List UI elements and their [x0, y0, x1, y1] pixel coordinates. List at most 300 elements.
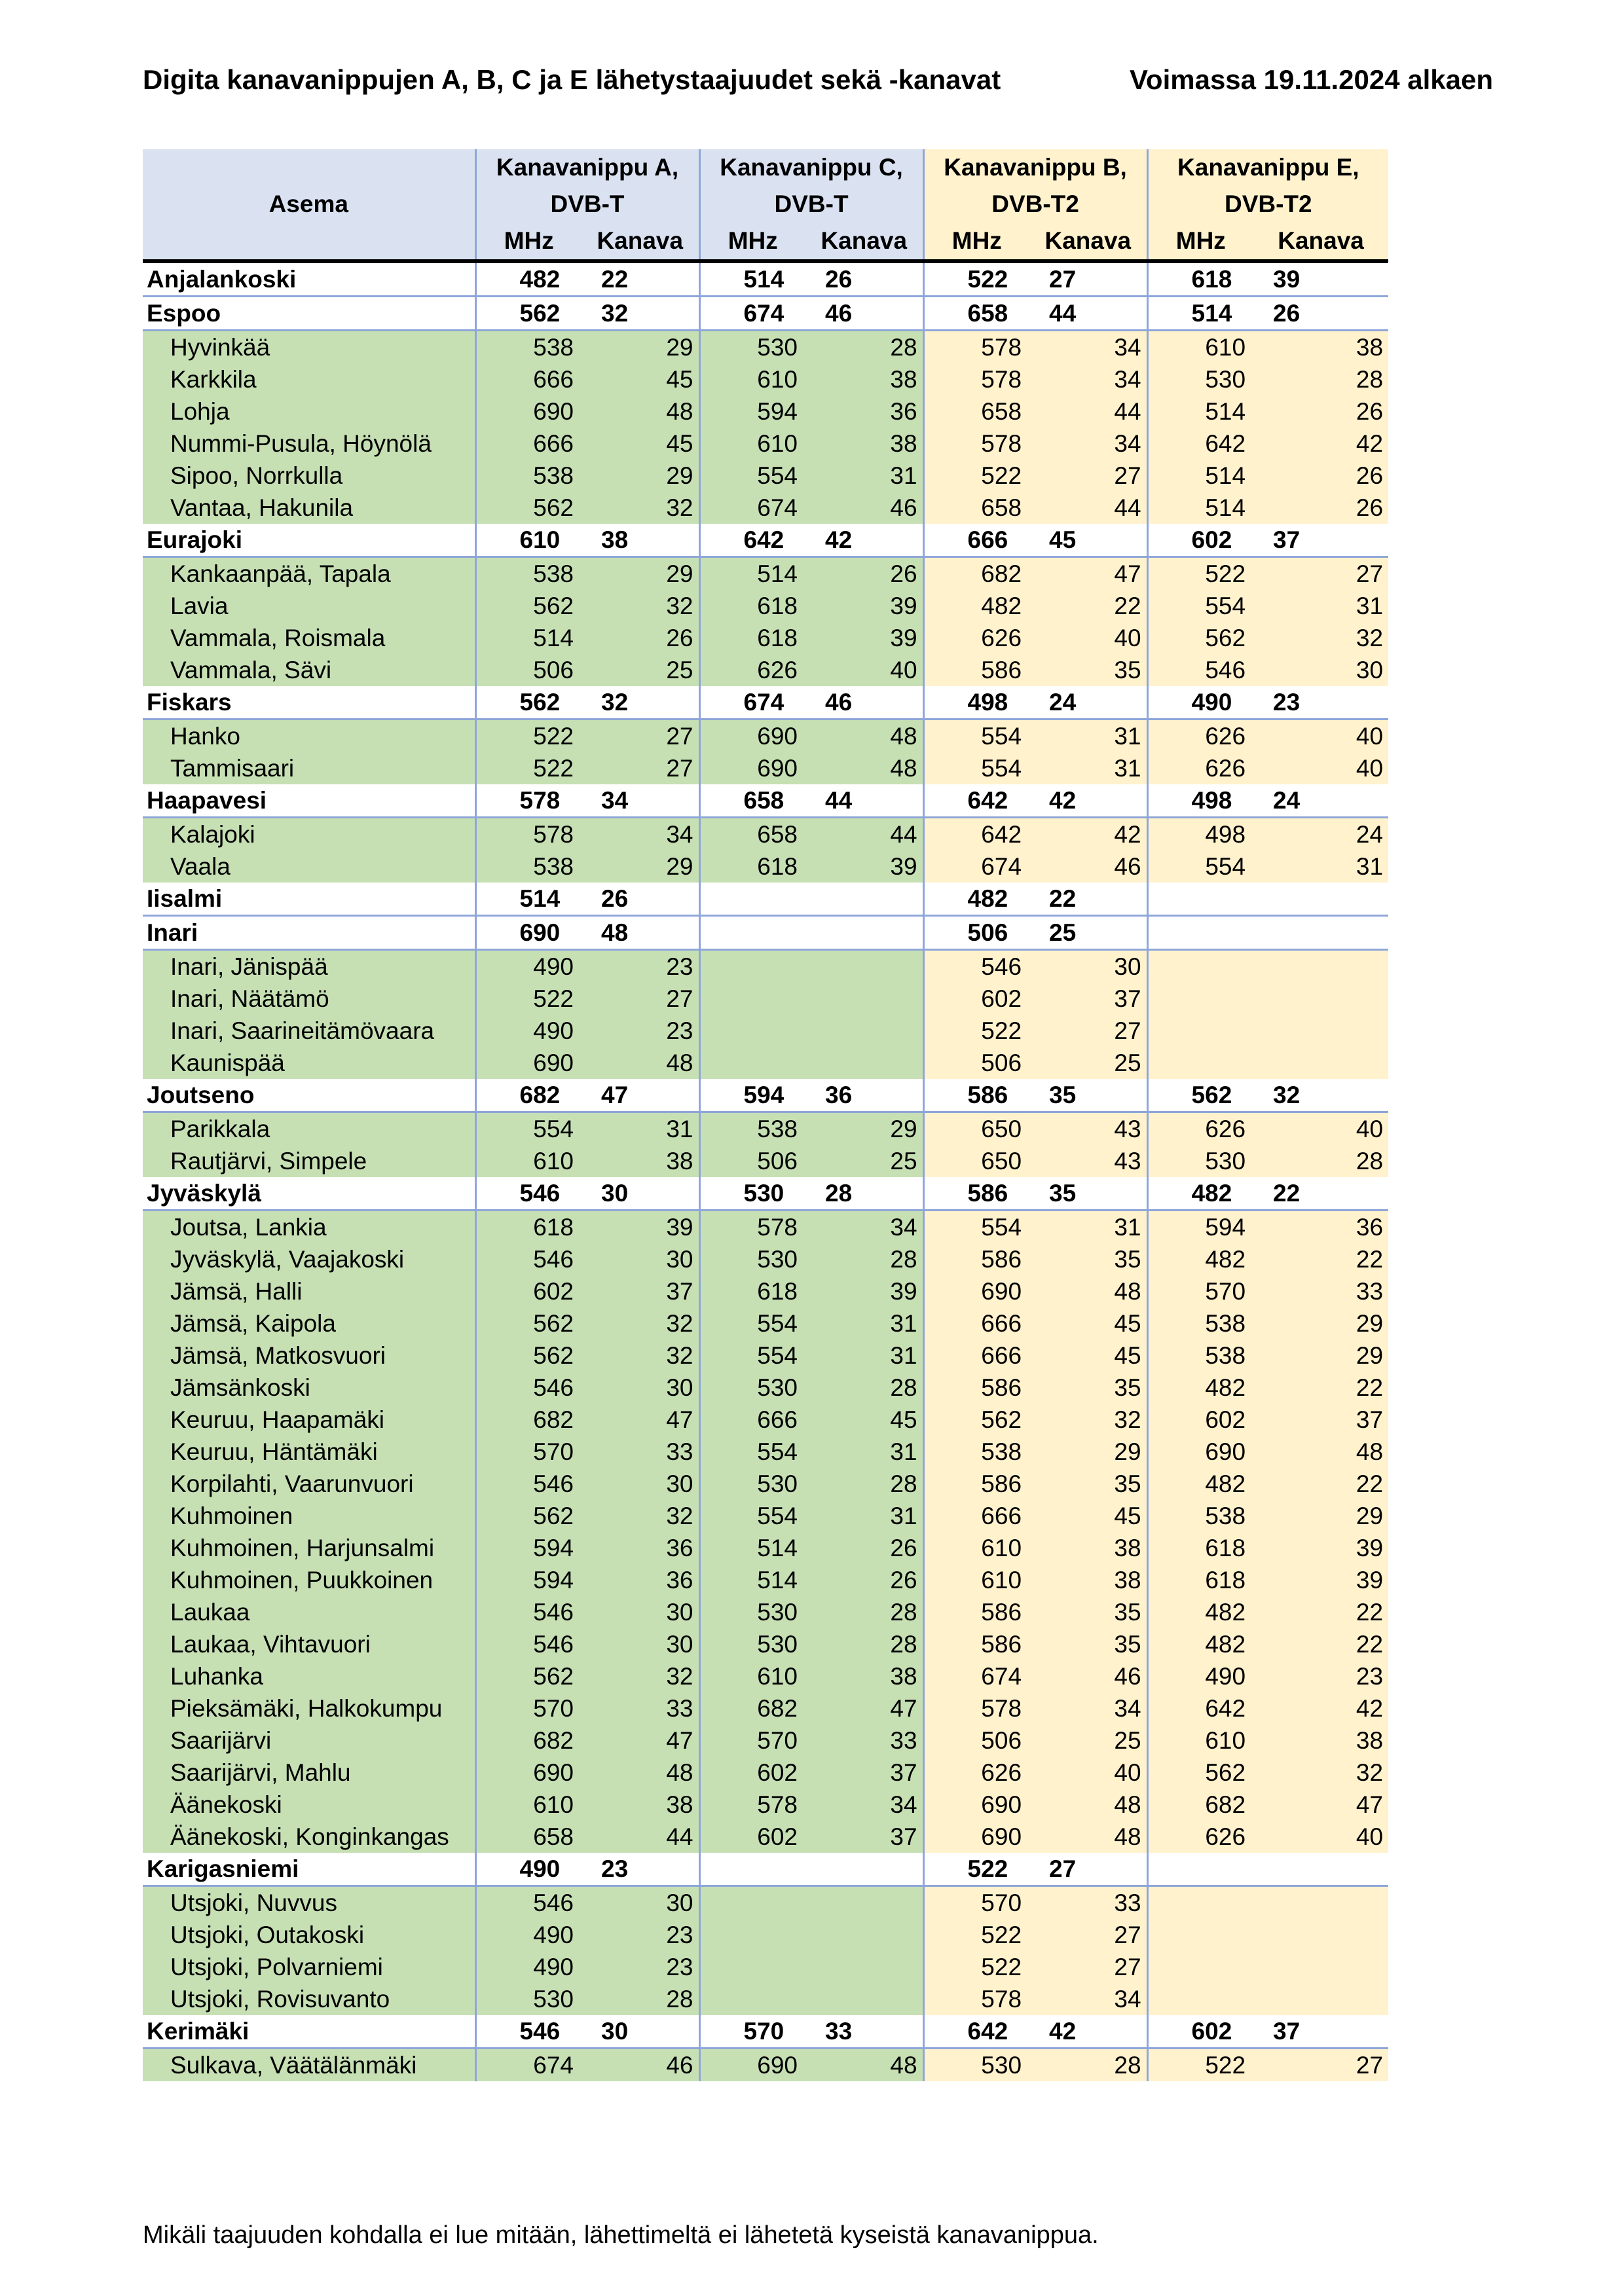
mhz-cell: 530: [699, 1372, 805, 1404]
mhz-cell: 570: [1147, 1275, 1253, 1307]
kanava-cell: 40: [1253, 1821, 1388, 1853]
mhz-cell: 618: [1147, 1564, 1253, 1596]
mhz-cell: 666: [475, 428, 581, 460]
group-b-standard: DVB-T2: [991, 191, 1079, 217]
mhz-cell: 482: [1147, 1596, 1253, 1628]
substation-row: [143, 1919, 1388, 1951]
mhz-cell: 546: [475, 2015, 581, 2049]
kanava-cell: [1253, 1853, 1388, 1886]
kanava-cell: 48: [1029, 1789, 1147, 1821]
kanava-cell: 30: [581, 1243, 699, 1275]
kanava-header: Kanava: [805, 223, 923, 261]
mhz-cell: 482: [923, 883, 1029, 916]
mhz-cell: 562: [1147, 1757, 1253, 1789]
mhz-cell: 522: [1147, 557, 1253, 591]
group-a-standard: DVB-T: [550, 191, 625, 217]
kanava-cell: 27: [1029, 1951, 1147, 1983]
mhz-cell: 674: [699, 686, 805, 720]
validity-date: Voimassa 19.11.2024 alkaen: [1130, 64, 1493, 95]
station-name: Laukaa, Vihtavuori: [143, 1628, 475, 1660]
kanava-cell: 34: [1029, 1692, 1147, 1724]
kanava-cell: 30: [581, 1468, 699, 1500]
station-name: Jämsänkoski: [143, 1372, 475, 1404]
kanava-cell: 24: [1029, 686, 1147, 720]
kanava-cell: 30: [581, 1177, 699, 1211]
kanava-cell: 27: [1253, 557, 1388, 591]
kanava-cell: 32: [581, 1307, 699, 1339]
mhz-cell: 490: [1147, 1660, 1253, 1692]
kanava-cell: 32: [581, 590, 699, 622]
station-name: Luhanka: [143, 1660, 475, 1692]
station-row: [143, 883, 1388, 916]
kanava-cell: 37: [581, 1275, 699, 1307]
station-name: Hyvinkää: [143, 331, 475, 364]
kanava-cell: 23: [581, 1919, 699, 1951]
kanava-cell: 39: [805, 622, 923, 654]
substation-row: [143, 557, 1388, 591]
kanava-cell: 22: [1029, 590, 1147, 622]
mhz-cell: 586: [923, 654, 1029, 686]
station-name: Vantaa, Hakunila: [143, 492, 475, 524]
mhz-cell: 514: [699, 1532, 805, 1564]
station-name: Saarijärvi: [143, 1724, 475, 1757]
kanava-cell: [1253, 1886, 1388, 1920]
substation-row: [143, 1500, 1388, 1532]
substation-row: [143, 1596, 1388, 1628]
mhz-cell: 490: [475, 1951, 581, 1983]
kanava-cell: 22: [1253, 1243, 1388, 1275]
mhz-cell: 514: [1147, 460, 1253, 492]
station-name: Parikkala: [143, 1112, 475, 1146]
kanava-cell: 30: [581, 2015, 699, 2049]
kanava-cell: 44: [1029, 395, 1147, 428]
mhz-cell: 546: [475, 1177, 581, 1211]
mhz-cell: 530: [699, 1177, 805, 1211]
group-c-standard: DVB-T: [774, 191, 849, 217]
station-name: Joutsa, Lankia: [143, 1211, 475, 1244]
substation-row: [143, 1886, 1388, 1920]
station-name: Iisalmi: [143, 883, 475, 916]
kanava-cell: 31: [1029, 720, 1147, 753]
mhz-cell: 522: [475, 720, 581, 753]
mhz-header: MHz: [1147, 223, 1253, 261]
kanava-cell: 40: [1029, 622, 1147, 654]
mhz-cell: 562: [475, 1500, 581, 1532]
mhz-cell: 618: [1147, 261, 1253, 297]
kanava-cell: [805, 1919, 923, 1951]
kanava-cell: 23: [581, 1853, 699, 1886]
kanava-cell: 23: [581, 1951, 699, 1983]
mhz-cell: 514: [699, 1564, 805, 1596]
mhz-cell: 490: [475, 1919, 581, 1951]
kanava-cell: 43: [1029, 1112, 1147, 1146]
kanava-cell: [1253, 950, 1388, 983]
substation-row: [143, 1047, 1388, 1079]
mhz-cell: 562: [475, 297, 581, 331]
kanava-cell: 38: [805, 363, 923, 395]
kanava-cell: 26: [1253, 460, 1388, 492]
substation-row: [143, 1112, 1388, 1146]
mhz-cell: 506: [923, 1724, 1029, 1757]
mhz-cell: 610: [699, 363, 805, 395]
kanava-cell: 27: [1029, 460, 1147, 492]
mhz-cell: 578: [699, 1789, 805, 1821]
mhz-cell: 578: [475, 784, 581, 818]
kanava-cell: 23: [1253, 1660, 1388, 1692]
kanava-cell: [1253, 916, 1388, 950]
substation-row: [143, 752, 1388, 784]
kanava-cell: 29: [805, 1112, 923, 1146]
mhz-cell: [1147, 983, 1253, 1015]
mhz-cell: 578: [699, 1211, 805, 1244]
kanava-cell: 29: [1253, 1339, 1388, 1372]
kanava-cell: 32: [1253, 1757, 1388, 1789]
mhz-cell: 522: [923, 1919, 1029, 1951]
kanava-cell: 48: [581, 916, 699, 950]
substation-row: [143, 363, 1388, 395]
mhz-cell: 570: [923, 1886, 1029, 1920]
kanava-cell: 32: [1253, 622, 1388, 654]
station-name: Korpilahti, Vaarunvuori: [143, 1468, 475, 1500]
mhz-cell: 642: [923, 2015, 1029, 2049]
kanava-cell: 26: [1253, 297, 1388, 331]
kanava-cell: 42: [1029, 818, 1147, 851]
kanava-cell: [805, 916, 923, 950]
kanava-cell: 34: [1029, 331, 1147, 364]
kanava-cell: 29: [581, 557, 699, 591]
station-name: Sipoo, Norrkulla: [143, 460, 475, 492]
station-name: Jämsä, Matkosvuori: [143, 1339, 475, 1372]
substation-row: [143, 331, 1388, 364]
mhz-cell: 610: [699, 428, 805, 460]
mhz-cell: 490: [475, 1015, 581, 1047]
kanava-cell: 26: [805, 261, 923, 297]
mhz-cell: 562: [1147, 622, 1253, 654]
kanava-cell: 24: [1253, 818, 1388, 851]
mhz-header: MHz: [699, 223, 805, 261]
mhz-cell: 522: [475, 752, 581, 784]
kanava-cell: [1253, 983, 1388, 1015]
group-a-header: [475, 149, 699, 223]
kanava-cell: 31: [805, 1339, 923, 1372]
document-title: Digita kanavanippujen A, B, C ja E lähetystaajuudet sekä -kanavat: [143, 64, 1001, 95]
kanava-header: Kanava: [581, 223, 699, 261]
mhz-cell: 690: [699, 752, 805, 784]
mhz-cell: 626: [923, 1757, 1029, 1789]
mhz-cell: 554: [699, 1339, 805, 1372]
mhz-cell: 530: [699, 1628, 805, 1660]
substation-row: [143, 1692, 1388, 1724]
kanava-cell: 40: [805, 654, 923, 686]
kanava-cell: 35: [1029, 654, 1147, 686]
substation-row: [143, 1436, 1388, 1468]
substation-row: [143, 1372, 1388, 1404]
mhz-cell: 578: [923, 1983, 1029, 2015]
mhz-cell: 538: [475, 460, 581, 492]
kanava-cell: [805, 1951, 923, 1983]
kanava-cell: 47: [1029, 557, 1147, 591]
substation-row: [143, 1724, 1388, 1757]
kanava-cell: 42: [805, 524, 923, 557]
substation-row: [143, 1211, 1388, 1244]
mhz-cell: 666: [923, 1500, 1029, 1532]
kanava-cell: 23: [1253, 686, 1388, 720]
kanava-cell: 39: [805, 590, 923, 622]
mhz-cell: 562: [923, 1404, 1029, 1436]
substation-row: [143, 1015, 1388, 1047]
kanava-cell: 32: [581, 492, 699, 524]
kanava-cell: 45: [581, 363, 699, 395]
kanava-cell: 38: [1253, 1724, 1388, 1757]
mhz-cell: 482: [1147, 1177, 1253, 1211]
mhz-header: MHz: [475, 223, 581, 261]
substation-row: [143, 1660, 1388, 1692]
kanava-cell: 23: [581, 1015, 699, 1047]
substation-row: [143, 460, 1388, 492]
mhz-cell: 514: [1147, 395, 1253, 428]
kanava-cell: [805, 1853, 923, 1886]
kanava-cell: 31: [805, 460, 923, 492]
kanava-cell: 44: [1029, 297, 1147, 331]
kanava-cell: 36: [805, 395, 923, 428]
kanava-cell: 28: [1253, 1145, 1388, 1177]
mhz-cell: 554: [923, 720, 1029, 753]
kanava-cell: [805, 983, 923, 1015]
kanava-header: Kanava: [1253, 223, 1388, 261]
mhz-cell: 658: [923, 492, 1029, 524]
kanava-cell: 22: [1253, 1596, 1388, 1628]
mhz-cell: 610: [475, 524, 581, 557]
substation-row: [143, 1757, 1388, 1789]
mhz-cell: 498: [1147, 818, 1253, 851]
mhz-cell: 690: [475, 395, 581, 428]
kanava-cell: 26: [581, 622, 699, 654]
kanava-cell: 30: [1029, 950, 1147, 983]
kanava-cell: 39: [1253, 1564, 1388, 1596]
kanava-cell: 47: [581, 1079, 699, 1112]
mhz-cell: 522: [923, 460, 1029, 492]
station-name: Lavia: [143, 590, 475, 622]
mhz-cell: 682: [475, 1724, 581, 1757]
mhz-cell: 602: [1147, 524, 1253, 557]
mhz-cell: 506: [923, 1047, 1029, 1079]
mhz-cell: 690: [923, 1275, 1029, 1307]
kanava-cell: 28: [1029, 2049, 1147, 2082]
mhz-cell: [1147, 1886, 1253, 1920]
mhz-cell: 610: [475, 1789, 581, 1821]
kanava-cell: 38: [805, 428, 923, 460]
mhz-cell: 602: [699, 1821, 805, 1853]
station-name: Kuhmoinen: [143, 1500, 475, 1532]
kanava-cell: 38: [581, 1145, 699, 1177]
kanava-cell: 31: [805, 1500, 923, 1532]
kanava-cell: 46: [1029, 1660, 1147, 1692]
mhz-cell: 642: [699, 524, 805, 557]
station-name: Kankaanpää, Tapala: [143, 557, 475, 591]
mhz-cell: 554: [699, 1436, 805, 1468]
mhz-cell: [699, 883, 805, 916]
mhz-cell: 482: [1147, 1372, 1253, 1404]
station-row: [143, 916, 1388, 950]
substation-row: [143, 950, 1388, 983]
kanava-cell: 28: [805, 1596, 923, 1628]
mhz-cell: 570: [699, 1724, 805, 1757]
mhz-cell: 618: [699, 590, 805, 622]
document-header: [143, 64, 1493, 105]
station-name: Inari, Jänispää: [143, 950, 475, 983]
mhz-cell: 586: [923, 1372, 1029, 1404]
station-name: Pieksämäki, Halkokumpu: [143, 1692, 475, 1724]
mhz-cell: 658: [699, 818, 805, 851]
station-name: Jyväskylä, Vaajakoski: [143, 1243, 475, 1275]
substation-row: [143, 720, 1388, 753]
mhz-cell: [699, 1047, 805, 1079]
kanava-cell: 27: [581, 720, 699, 753]
substation-row: [143, 428, 1388, 460]
mhz-cell: 546: [475, 1886, 581, 1920]
mhz-cell: 586: [923, 1596, 1029, 1628]
mhz-cell: 586: [923, 1243, 1029, 1275]
group-c-name: Kanavanippu C,: [720, 154, 903, 181]
kanava-cell: 38: [1029, 1532, 1147, 1564]
group-b-header: [923, 149, 1147, 223]
substation-row: [143, 1339, 1388, 1372]
substation-row: [143, 983, 1388, 1015]
mhz-cell: 546: [475, 1243, 581, 1275]
kanava-cell: 31: [805, 1436, 923, 1468]
kanava-cell: 29: [1029, 1436, 1147, 1468]
mhz-cell: 514: [1147, 297, 1253, 331]
substation-row: [143, 1145, 1388, 1177]
kanava-cell: 22: [1029, 883, 1147, 916]
mhz-cell: 562: [475, 1660, 581, 1692]
kanava-cell: 36: [1253, 1211, 1388, 1244]
kanava-cell: 30: [581, 1886, 699, 1920]
kanava-cell: 42: [1029, 784, 1147, 818]
mhz-cell: 594: [699, 395, 805, 428]
station-name: Rautjärvi, Simpele: [143, 1145, 475, 1177]
kanava-cell: 45: [581, 428, 699, 460]
kanava-cell: 27: [1029, 1015, 1147, 1047]
kanava-cell: 31: [1029, 752, 1147, 784]
kanava-cell: 48: [581, 1047, 699, 1079]
kanava-cell: 32: [581, 297, 699, 331]
mhz-cell: 578: [923, 363, 1029, 395]
mhz-cell: 546: [923, 950, 1029, 983]
station-name: Anjalankoski: [143, 261, 475, 297]
station-header: Asema: [143, 149, 475, 261]
kanava-cell: 35: [1029, 1596, 1147, 1628]
kanava-cell: [1253, 1047, 1388, 1079]
mhz-cell: 690: [923, 1821, 1029, 1853]
mhz-cell: [1147, 950, 1253, 983]
kanava-cell: [1253, 1983, 1388, 2015]
kanava-cell: 30: [1253, 654, 1388, 686]
station-row: [143, 1079, 1388, 1112]
mhz-cell: 594: [475, 1564, 581, 1596]
mhz-cell: 610: [923, 1532, 1029, 1564]
kanava-cell: 48: [581, 395, 699, 428]
mhz-cell: 626: [699, 654, 805, 686]
mhz-cell: 530: [1147, 1145, 1253, 1177]
kanava-cell: 37: [1029, 983, 1147, 1015]
mhz-cell: [699, 1951, 805, 1983]
mhz-cell: [699, 983, 805, 1015]
station-name: Inari, Näätämö: [143, 983, 475, 1015]
kanava-cell: 25: [1029, 916, 1147, 950]
mhz-cell: 666: [923, 524, 1029, 557]
mhz-cell: [699, 1853, 805, 1886]
mhz-cell: 666: [923, 1307, 1029, 1339]
mhz-cell: 690: [699, 720, 805, 753]
kanava-cell: [805, 1983, 923, 2015]
kanava-cell: [805, 1886, 923, 1920]
mhz-cell: 482: [475, 261, 581, 297]
mhz-cell: [699, 1015, 805, 1047]
kanava-cell: 39: [805, 850, 923, 883]
mhz-cell: [699, 916, 805, 950]
kanava-cell: 29: [581, 460, 699, 492]
station-name: Vammala, Roismala: [143, 622, 475, 654]
station-name: Sulkava, Väätälänmäki: [143, 2049, 475, 2082]
kanava-cell: [805, 1015, 923, 1047]
kanava-cell: 28: [805, 1628, 923, 1660]
mhz-header: MHz: [923, 223, 1029, 261]
station-name: Saarijärvi, Mahlu: [143, 1757, 475, 1789]
mhz-cell: 530: [699, 1596, 805, 1628]
kanava-cell: 32: [581, 1339, 699, 1372]
kanava-cell: 37: [805, 1821, 923, 1853]
mhz-cell: 498: [1147, 784, 1253, 818]
station-name: Tammisaari: [143, 752, 475, 784]
mhz-cell: 530: [699, 1468, 805, 1500]
substation-row: [143, 590, 1388, 622]
kanava-cell: 28: [581, 1983, 699, 2015]
group-a-name: Kanavanippu A,: [496, 154, 679, 181]
group-e-standard: DVB-T2: [1224, 191, 1312, 217]
mhz-cell: 602: [475, 1275, 581, 1307]
kanava-cell: 34: [1029, 1983, 1147, 2015]
kanava-cell: 33: [1253, 1275, 1388, 1307]
mhz-cell: 538: [1147, 1307, 1253, 1339]
kanava-cell: 39: [805, 1275, 923, 1307]
mhz-cell: 626: [1147, 720, 1253, 753]
mhz-cell: 530: [923, 2049, 1029, 2082]
station-name: Kerimäki: [143, 2015, 475, 2049]
table-body: [143, 261, 1388, 2081]
substation-row: [143, 1789, 1388, 1821]
mhz-cell: 530: [699, 331, 805, 364]
kanava-cell: 28: [805, 331, 923, 364]
kanava-cell: 33: [581, 1692, 699, 1724]
mhz-cell: 562: [475, 1307, 581, 1339]
mhz-cell: [1147, 916, 1253, 950]
kanava-cell: [805, 1047, 923, 1079]
kanava-cell: 46: [805, 686, 923, 720]
kanava-cell: [1253, 883, 1388, 916]
kanava-cell: 39: [1253, 261, 1388, 297]
mhz-cell: 546: [475, 1628, 581, 1660]
mhz-cell: 658: [699, 784, 805, 818]
group-b-name: Kanavanippu B,: [944, 154, 1127, 181]
station-name: Nummi-Pusula, Höynölä: [143, 428, 475, 460]
mhz-cell: 626: [1147, 1112, 1253, 1146]
station-row: [143, 524, 1388, 557]
station-row: [143, 261, 1388, 297]
substation-row: [143, 492, 1388, 524]
station-name: Utsjoki, Outakoski: [143, 1919, 475, 1951]
station-row: [143, 686, 1388, 720]
